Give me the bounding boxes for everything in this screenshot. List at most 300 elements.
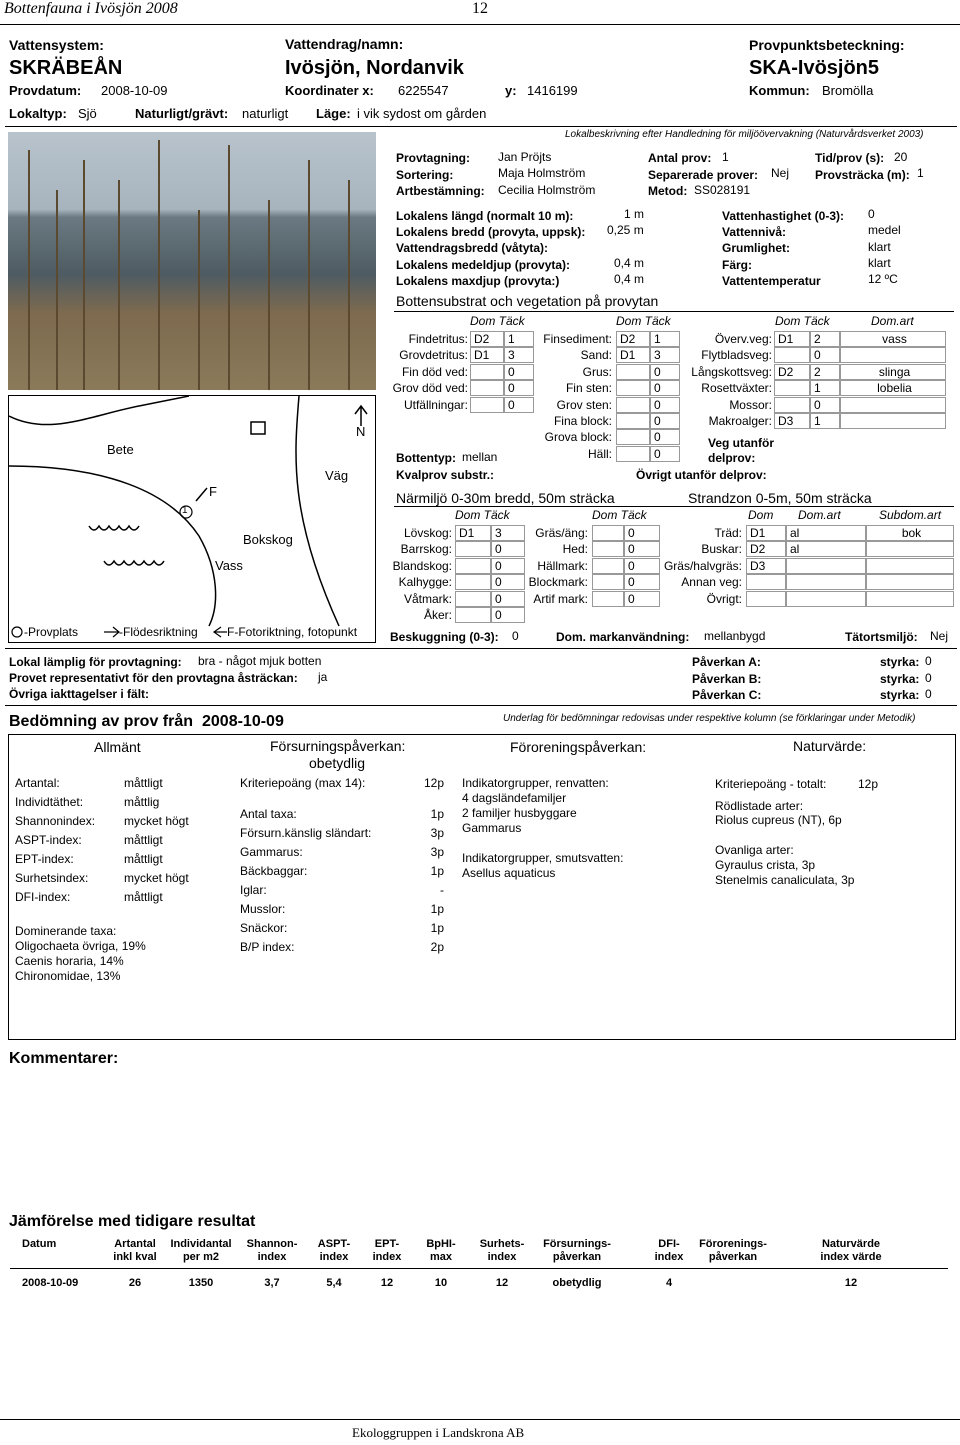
shore-label: Gräs/halvgräs: — [663, 558, 742, 573]
separerade-label: Separerade prover: — [648, 168, 759, 182]
vegetation-label: Överv.veg: — [714, 332, 772, 346]
comparison-header-sub: index — [654, 1251, 684, 1263]
kommun-value: Bromölla — [822, 83, 874, 98]
dirty-indicator: Asellus aquaticus — [462, 866, 556, 880]
shore-label: Annan veg: — [681, 575, 742, 590]
comparison-header-sub: max — [429, 1251, 453, 1263]
artbestamning-value: Cecilia Holmström — [498, 183, 596, 197]
substrate-label: Häll: — [587, 446, 612, 461]
comparison-header: Artantal — [114, 1238, 156, 1250]
medeldjup-value: 0,4 m — [614, 256, 645, 270]
shore-subdom: bok — [866, 525, 954, 541]
assessment-title: Bedömning av prov från — [9, 713, 194, 730]
near-tack: 0 — [624, 591, 660, 607]
near-dom — [455, 574, 491, 590]
metod-value: SS028191 — [694, 183, 751, 197]
vegetation-dom: D2 — [774, 364, 810, 380]
shore-domart: al — [786, 525, 866, 541]
provtagning-label: Provtagning: — [396, 151, 470, 165]
shore-subdom — [866, 591, 954, 607]
vattentemperatur-value: 12 ºC — [868, 272, 898, 286]
comparison-header: Försurnings- — [543, 1238, 611, 1250]
near-dom — [455, 558, 491, 574]
substrate-label: Grus: — [582, 364, 612, 379]
antal-prov-value: 1 — [722, 150, 729, 164]
substrate-tack: 0 — [504, 397, 534, 413]
beskuggning-label: Beskuggning (0-3): — [390, 630, 499, 644]
substrate-head-3: Dom Täck — [775, 314, 830, 328]
general-value: måttligt — [124, 776, 163, 790]
substrate-dom: D1 — [470, 347, 504, 363]
near-dom — [592, 558, 624, 574]
comparison-header: EPT- — [374, 1238, 400, 1250]
vattenniva-value: medel — [868, 223, 901, 237]
acid-criterion-label: Gammarus: — [240, 845, 303, 859]
near-tack: 0 — [624, 541, 660, 557]
near-head-2: Dom Täck — [592, 508, 647, 522]
near-label: Gräs/äng: — [535, 526, 588, 540]
vegetation-label: Flytbladsveg: — [701, 348, 772, 363]
comparison-cell: 5,4 — [326, 1277, 342, 1289]
vegetation-art: lobelia — [840, 380, 946, 396]
near-label: Lövskog: — [403, 526, 452, 540]
comparison-header-sub: inkl kval — [113, 1251, 157, 1263]
vegetation-tack: 0 — [810, 397, 840, 413]
bottentyp-label: Bottentyp: — [396, 451, 456, 465]
substrate-tack: 1 — [650, 331, 680, 347]
antal-prov-label: Antal prov: — [648, 151, 712, 165]
general-value: måttligt — [124, 833, 163, 847]
comparison-header: Individantal — [170, 1238, 232, 1250]
maxdjup-value: 0,4 m — [614, 272, 645, 286]
beskuggning-value: 0 — [512, 629, 519, 643]
koordinater-label: Koordinater x: — [285, 83, 374, 98]
general-value: måttligt — [124, 890, 163, 904]
acid-criterion-label: Iglar: — [240, 883, 267, 897]
substrate-label: Grovdetritus: — [399, 348, 468, 363]
comparison-header: Naturvärde — [821, 1238, 881, 1250]
assessment-date: 2008-10-09 — [202, 713, 284, 730]
comparison-header: Datum — [22, 1238, 57, 1250]
substrate-label: Utfällningar: — [403, 397, 468, 412]
vattenhastighet-label: Vattenhastighet (0-3): — [722, 209, 845, 223]
acid-criterion-value: 1p — [430, 921, 444, 935]
substrate-tack: 0 — [650, 429, 680, 445]
comparison-header-sub: index — [319, 1251, 349, 1263]
legend-provplats: -Provplats — [24, 625, 79, 639]
comparison-header: Shannon- — [246, 1238, 298, 1250]
maxdjup-label: Lokalens maxdjup (provyta:) — [396, 274, 560, 288]
substrate-head-art: Dom.art — [871, 314, 914, 328]
near-dom — [592, 525, 624, 541]
acid-criterion-value: 12p — [423, 776, 444, 790]
vattentemperatur-label: Vattentemperatur — [722, 274, 821, 288]
vegetation-label: Långskottsveg: — [691, 364, 772, 379]
vegetation-tack: 2 — [810, 331, 840, 347]
acid-criterion-value: 1p — [430, 807, 444, 821]
near-tack: 0 — [491, 558, 525, 574]
fororening-heading: Föroreningspåverkan: — [510, 739, 647, 755]
substrate-tack: 0 — [650, 397, 680, 413]
acid-criterion-value: 1p — [430, 902, 444, 916]
sketch-label-bokskog: Bokskog — [243, 532, 293, 547]
comparison-header: Surhets- — [479, 1238, 525, 1250]
shore-label: Buskar: — [701, 542, 742, 557]
substrate-dom: D2 — [470, 331, 504, 347]
langd-value: 1 m — [624, 207, 645, 221]
near-label: Kalhygge: — [398, 575, 452, 590]
general-label: EPT-index: — [15, 852, 74, 866]
clean-indicator: 4 dagsländefamiljer — [462, 791, 567, 805]
styrka-label: styrka: — [880, 671, 920, 686]
comparison-cell: 4 — [665, 1277, 673, 1289]
dirty-indicators-label: Indikatorgrupper, smutsvatten: — [462, 851, 624, 865]
sketch-label-bete: Bete — [107, 442, 134, 457]
substrate-tack: 1 — [504, 331, 534, 347]
vegetation-dom — [774, 397, 810, 413]
description-note: Lokalbeskrivning efter Handledning för miljöövervakning (Naturvårdsverket 2003) — [565, 129, 924, 140]
near-head-1: Dom Täck — [455, 508, 510, 522]
vattendragsbredd-label: Vattendragsbredd (våtyta): — [396, 241, 549, 255]
markanvandning-label: Dom. markanvändning: — [556, 630, 690, 644]
substrate-dom — [470, 397, 504, 413]
general-value: mycket högt — [124, 871, 189, 885]
delprov-label: delprov: — [708, 451, 756, 465]
sortering-label: Sortering: — [396, 168, 454, 182]
near-dom — [455, 607, 491, 623]
acid-criterion-value: 2p — [430, 940, 444, 954]
vattensystem-label: Vattensystem: — [9, 37, 104, 53]
general-value: mycket högt — [124, 814, 189, 828]
comparison-header: BpHI- — [426, 1238, 456, 1250]
farg-value: klart — [868, 256, 891, 270]
representativt-value: ja — [318, 670, 328, 684]
general-value: måttligt — [124, 852, 163, 866]
provdatum-value: 2008-10-09 — [101, 83, 168, 98]
grumlighet-value: klart — [868, 240, 891, 254]
near-label: Blockmark: — [528, 575, 588, 590]
near-label: Artif mark: — [533, 591, 588, 606]
styrka-value: 0 — [925, 654, 932, 668]
sketch-label-vass: Vass — [215, 558, 243, 573]
comparison-header-sub: index — [487, 1251, 517, 1263]
near-label: Hällmark: — [537, 558, 588, 573]
kommentarer-label: Kommentarer: — [9, 1050, 119, 1067]
ovrigt-utanfor-label: Övrigt utanför delprov: — [636, 468, 767, 482]
substrate-head-1: Dom Täck — [470, 314, 525, 328]
substrate-label: Grova block: — [544, 430, 612, 445]
metod-label: Metod: — [648, 184, 688, 198]
general-label: DFI-index: — [15, 890, 71, 904]
site-sketch — [8, 395, 376, 643]
sketch-point-label: 1 — [182, 505, 188, 516]
shore-subdom — [866, 541, 954, 557]
dom-taxa-label: Dominerande taxa: — [15, 924, 117, 938]
general-label: Individtäthet: — [15, 795, 84, 809]
naturligt-value: naturligt — [242, 106, 289, 121]
near-tack: 0 — [624, 525, 660, 541]
provstracka-label: Provsträcka (m): — [815, 168, 910, 182]
tatortsmiljo-label: Tätortsmiljö: — [845, 630, 918, 644]
acid-criterion-value: 3p — [430, 845, 444, 859]
acid-criterion-label: Försurn.känslig sländart: — [240, 826, 372, 840]
near-tack: 0 — [491, 591, 525, 607]
shore-domart: al — [786, 541, 866, 557]
substrate-label: Sand: — [580, 348, 612, 363]
comparison-cell: 3,7 — [264, 1277, 280, 1289]
substrate-dom — [616, 380, 650, 396]
naturvarde-heading: Naturvärde: — [793, 738, 867, 754]
vegetation-tack: 1 — [810, 380, 840, 396]
substrate-tack: 0 — [504, 364, 534, 380]
provpunkt-label: Provpunktsbeteckning: — [749, 37, 905, 53]
substrate-dom — [616, 429, 650, 445]
vegetation-dom — [774, 347, 810, 363]
shore-domart — [786, 591, 866, 607]
shore-subdom — [866, 574, 954, 590]
site-photo — [8, 132, 376, 390]
general-value: måttlig — [124, 795, 160, 809]
substrate-tack: 0 — [650, 364, 680, 380]
acid-criterion-label: Snäckor: — [240, 921, 288, 935]
near-label: Barrskog: — [400, 542, 452, 557]
acid-criterion-label: Kriteriepoäng (max 14): — [240, 776, 366, 790]
vegetation-dom — [774, 380, 810, 396]
representativt-label: Provet representativt för den provtagna åsträckan: — [9, 671, 298, 685]
vattensystem-value: SKRÄBEÅN — [9, 57, 123, 79]
vegetation-art: vass — [840, 331, 946, 347]
comparison-header: DFI- — [658, 1238, 680, 1250]
shore-dom: D3 — [746, 558, 786, 574]
acid-criterion-label: B/P index: — [240, 940, 295, 954]
paverkan-label: Påverkan A: — [692, 655, 761, 669]
general-label: Artantal: — [15, 776, 60, 790]
vegetation-tack: 0 — [810, 347, 840, 363]
substrate-dom: D2 — [616, 331, 650, 347]
acid-criterion-value: 3p — [430, 826, 444, 840]
substrate-label: Fin sten: — [565, 381, 612, 396]
sketch-north-label: N — [356, 424, 366, 439]
sketch-label-f: F — [209, 484, 217, 499]
comparison-header-sub: index — [257, 1251, 287, 1263]
tatortsmiljo-value: Nej — [930, 629, 949, 643]
near-dom — [592, 591, 624, 607]
forsurning-heading: Försurningspåverkan: — [270, 738, 406, 754]
ovanliga-label: Ovanliga arter: — [715, 843, 794, 857]
shore-domart — [786, 574, 866, 590]
comparison-cell: obetydlig — [552, 1277, 602, 1289]
dom-taxa-item: Chironomidae, 13% — [15, 969, 121, 983]
near-dom — [592, 541, 624, 557]
near-tack: 0 — [491, 607, 525, 623]
paverkan-label: Påverkan C: — [692, 688, 762, 702]
acid-criterion-label: Bäckbaggar: — [240, 864, 308, 878]
comparison-header-sub: per m2 — [182, 1251, 220, 1263]
bredd-value: 0,25 m — [607, 223, 644, 237]
near-tack: 0 — [491, 541, 525, 557]
dom-taxa-item: Oligochaeta övriga, 19% — [15, 939, 146, 953]
acid-criterion-value: 1p — [430, 864, 444, 878]
comparison-cell: 12 — [844, 1277, 858, 1289]
substrate-tack: 0 — [504, 380, 534, 396]
bottentyp-value: mellan — [462, 450, 498, 464]
comparison-title: Jämförelse med tidigare resultat — [9, 1213, 256, 1230]
ovanliga-item: Gyraulus crista, 3p — [715, 858, 816, 872]
shore-head-domart: Dom.art — [798, 508, 841, 522]
near-label: Våtmark: — [403, 591, 452, 606]
koordinat-y-label: y: — [505, 83, 517, 98]
paverkan-label: Påverkan B: — [692, 671, 762, 686]
substrate-label: Fin död ved: — [401, 364, 468, 379]
shore-head-subdom: Subdom.art — [879, 508, 942, 522]
substrate-dom — [470, 364, 504, 380]
comparison-header: ASPT- — [317, 1238, 351, 1250]
clean-indicators-label: Indikatorgrupper, renvatten: — [462, 776, 609, 790]
shore-label: Träd: — [714, 526, 742, 540]
substrate-tack: 0 — [650, 446, 680, 462]
substrate-tack: 0 — [650, 380, 680, 396]
vegetation-tack: 2 — [810, 364, 840, 380]
vegetation-dom: D3 — [774, 413, 810, 429]
near-label: Åker: — [423, 608, 452, 622]
styrka-label: styrka: — [880, 655, 920, 669]
vegetation-dom: D1 — [774, 331, 810, 347]
near-tack: 0 — [624, 558, 660, 574]
farg-label: Färg: — [722, 258, 752, 272]
shore-dom: D2 — [746, 541, 786, 557]
provtagning-value: Jan Pröjts — [498, 150, 552, 164]
rodlistade-label: Rödlistade arter: — [715, 799, 804, 813]
medeldjup-label: Lokalens medeldjup (provyta): — [396, 258, 571, 272]
forsurning-value: obetydlig — [309, 755, 366, 771]
provpunkt-value: SKA-Ivösjön5 — [749, 57, 880, 79]
comparison-cell: 1350 — [188, 1277, 214, 1289]
vegetation-tack: 1 — [810, 413, 840, 429]
provstracka-value: 1 — [917, 166, 924, 180]
grumlighet-label: Grumlighet: — [722, 241, 790, 255]
page-footer: Ekologgruppen i Landskrona AB — [352, 1425, 525, 1440]
vegetation-art — [840, 347, 946, 363]
shore-head-dom: Dom — [748, 508, 774, 522]
tid-value: 20 — [894, 150, 908, 164]
vattenhastighet-value: 0 — [868, 207, 875, 221]
vegetation-art — [840, 397, 946, 413]
styrka-value: 0 — [925, 687, 932, 701]
shore-subdom — [866, 558, 954, 574]
lokaltyp-label: Lokaltyp: — [9, 106, 67, 121]
markanvandning-value: mellanbygd — [704, 629, 766, 643]
substrate-dom — [616, 364, 650, 380]
substrate-tack: 3 — [504, 347, 534, 363]
vegetation-art — [840, 413, 946, 429]
assessment-note: Underlag för bedömningar redovisas under respektive kolumn (se förklaringar under Metodik) — [503, 713, 916, 724]
near-tack: 0 — [491, 574, 525, 590]
substrate-title: Bottensubstrat och vegetation på provytan — [396, 293, 659, 309]
comparison-header: Förorenings- — [699, 1238, 767, 1250]
substrate-tack: 3 — [650, 347, 680, 363]
lage-label: Läge: — [316, 106, 351, 121]
legend-fotoriktning: F-Fotoriktning, fotopunkt — [227, 625, 358, 639]
substrate-dom — [616, 413, 650, 429]
page-header-title: Bottenfauna i Ivösjön 2008 — [4, 0, 178, 17]
substrate-head-2: Dom Täck — [616, 314, 671, 328]
near-dom — [455, 591, 491, 607]
page-number: 12 — [472, 0, 488, 17]
near-tack: 0 — [624, 574, 660, 590]
lamplig-value: bra - något mjuk botten — [198, 654, 322, 668]
ovriga-label: Övriga iakttagelser i fält: — [9, 687, 150, 701]
substrate-label: Fina block: — [553, 414, 612, 428]
comparison-header-sub: påverkan — [552, 1251, 602, 1263]
substrate-tack: 0 — [650, 413, 680, 429]
shore-dom — [746, 591, 786, 607]
comparison-cell: 10 — [434, 1277, 448, 1289]
substrate-dom — [470, 380, 504, 396]
koordinat-x: 6225547 — [398, 83, 449, 98]
comparison-cell: 12 — [380, 1277, 394, 1289]
dom-taxa-item: Caenis horaria, 14% — [15, 954, 124, 968]
near-dom — [455, 541, 491, 557]
general-label: Surhetsindex: — [15, 871, 89, 885]
vegetation-label: Rosettväxter: — [701, 381, 772, 396]
vegetation-art: slinga — [840, 364, 946, 380]
langd-label: Lokalens längd (normalt 10 m): — [396, 209, 574, 223]
styrka-value: 0 — [925, 670, 932, 685]
nature-krit-label: Kriteriepoäng - totalt: — [715, 777, 827, 791]
substrate-label: Grov död ved: — [392, 381, 468, 396]
tid-label: Tid/prov (s): — [815, 151, 885, 165]
allmant-heading: Allmänt — [94, 739, 141, 755]
vattendrag-value: Ivösjön, Nordanvik — [285, 57, 464, 79]
clean-indicator: 2 familjer husbyggare — [462, 806, 577, 820]
near-dom: D1 — [455, 525, 491, 541]
lokaltyp-value: Sjö — [78, 106, 97, 121]
clean-indicator: Gammarus — [462, 821, 522, 835]
substrate-dom — [616, 446, 650, 462]
substrate-dom — [616, 397, 650, 413]
rodlistade-value: Riolus cupreus (NT), 6p — [715, 813, 842, 827]
naturligt-label: Naturligt/grävt: — [135, 106, 229, 121]
comparison-header-sub: index — [372, 1251, 402, 1263]
artbestamning-label: Artbestämning: — [396, 184, 485, 198]
koordinat-y: 1416199 — [527, 83, 578, 98]
sortering-value: Maja Holmström — [498, 166, 586, 180]
near-label: Blandskog: — [392, 558, 452, 573]
near-dom — [592, 574, 624, 590]
comparison-cell: 26 — [128, 1277, 142, 1289]
provdatum-label: Provdatum: — [9, 83, 82, 98]
veg-utanfor-label: Veg utanför — [708, 436, 775, 450]
strandzon-title: Strandzon 0-5m, 50m sträcka — [688, 490, 872, 506]
comparison-header-sub: index värde — [820, 1251, 882, 1263]
kvalprov-label: Kvalprov substr.: — [396, 468, 495, 482]
separerade-value: Nej — [771, 166, 790, 180]
substrate-label: Findetritus: — [408, 332, 468, 346]
shore-dom — [746, 574, 786, 590]
substrate-label: Finsediment: — [543, 332, 612, 346]
legend-flodesriktning: -Flödesriktning — [119, 625, 198, 639]
lage-value: i vik sydost om gården — [357, 106, 487, 121]
comparison-header-sub: påverkan — [708, 1251, 758, 1263]
substrate-dom: D1 — [616, 347, 650, 363]
substrate-label: Grov sten: — [556, 397, 612, 412]
shore-label: Övrigt: — [706, 591, 742, 606]
vattenniva-label: Vattennivå: — [722, 225, 787, 239]
acid-criterion-label: Antal taxa: — [240, 807, 297, 821]
narmiljo-title: Närmiljö 0-30m bredd, 50m sträcka — [396, 490, 615, 506]
comparison-cell: 12 — [495, 1277, 509, 1289]
near-tack: 3 — [491, 525, 525, 541]
